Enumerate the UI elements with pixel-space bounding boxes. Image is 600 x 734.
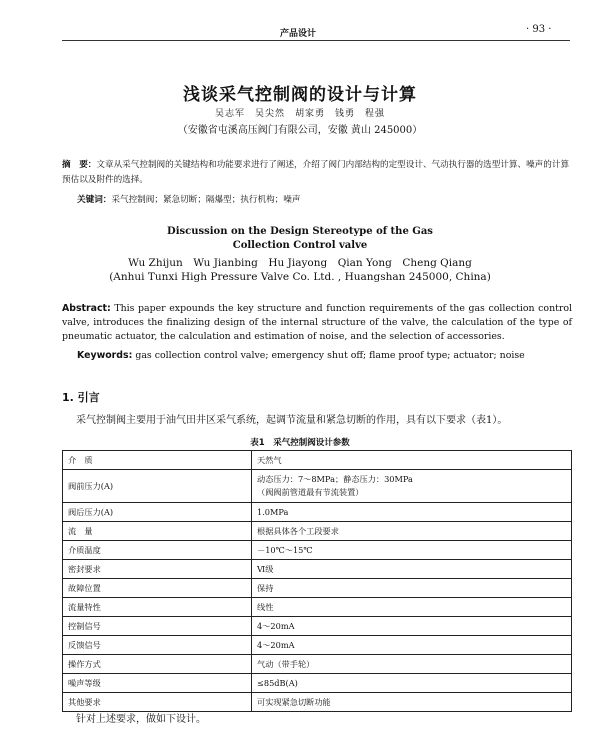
param-value-cell: 根据具体各个工段要求 <box>252 522 572 541</box>
keywords-en-text: gas collection control valve; emergency shut off; flame proof type; actuator; noise <box>132 350 525 361</box>
table-row <box>63 598 572 617</box>
param-value-cell: 4～20mA <box>252 636 572 655</box>
keywords-cn-text: 采气控制阀；紧急切断；隔爆型；执行机构；噪声 <box>111 195 301 205</box>
running-header: 产品设计 <box>280 29 317 39</box>
table-row <box>63 579 572 598</box>
param-value-cell: 可实现紧急切断功能 <box>252 693 572 712</box>
param-name-cell: 反馈信号 <box>63 636 252 655</box>
param-name-cell: 介 质 <box>63 451 252 470</box>
authors-en: Wu Zhijun Wu Jianbing Hu Jiayong Qian Yong Cheng Qiang <box>128 257 472 269</box>
param-value-note: （阀阀前管道最有节流装置） <box>257 487 364 497</box>
table-row <box>63 655 572 674</box>
closing-sentence: 针对上述要求，做如下设计。 <box>76 714 206 725</box>
title-en-line2: Collection Control valve <box>232 240 368 251</box>
parameter-table <box>62 450 572 712</box>
abstract-en-text: This paper expounds the key structure and function requirements of the gas collection control valve, introduces the finalizing design of the internal structure of the valve, the calculation of the type of pneumatic actuator, the calculation and estimation of noise, and the selection of accessories. <box>62 303 572 342</box>
param-value-cell: ≤85dB(A) <box>252 674 572 693</box>
abstract-en-label: Abstract: <box>62 303 111 314</box>
param-value-cell: －10℃～15℃ <box>252 541 572 560</box>
table-row <box>63 693 572 712</box>
param-name-cell: 阀后压力(A) <box>63 503 252 522</box>
param-name-cell: 密封要求 <box>63 560 252 579</box>
param-value-cell: Ⅵ级 <box>252 560 572 579</box>
table-row <box>63 617 572 636</box>
intro-paragraph: 采气控制阀主要用于油气田井区采气系统，起调节流量和紧急切断的作用，具有以下要求（表1）。 <box>76 415 508 426</box>
table-row <box>63 503 572 522</box>
table-row <box>63 541 572 560</box>
param-value-cell: 天然气 <box>252 451 572 470</box>
authors-cn: 吴志军 吴尖然 胡家勇 钱勇 程强 <box>214 109 385 119</box>
affiliation-cn: （安徽省屯溪高压阀门有限公司，安徽 黄山 245000） <box>177 125 423 136</box>
table-row <box>63 451 572 470</box>
title-en-line1: Discussion on the Design Stereotype of the Gas <box>167 226 433 237</box>
abstract-en <box>62 302 572 344</box>
param-value-cell: 线性 <box>252 598 572 617</box>
param-name-cell: 故障位置 <box>63 579 252 598</box>
table-row <box>63 636 572 655</box>
section-heading-intro: 1. 引言 <box>62 391 100 404</box>
param-name-cell: 噪声等级 <box>63 674 252 693</box>
page-number: · 93 · <box>526 24 552 35</box>
abstract-cn-text: 文章从采气控制阀的关键结构和功能要求进行了阐述，介绍了阀门内部结构的定型设计、气动执行器的选型计算、噪声的计算预估以及附件的选择。 <box>62 160 570 185</box>
param-value-line: 动态压力：7～8MPa；静态压力：30MPa <box>257 474 413 484</box>
param-value-cell: 4～20mA <box>252 617 572 636</box>
table-row <box>63 560 572 579</box>
table-caption: 表1 采气控制阀设计参数 <box>250 438 350 448</box>
header-rule <box>62 40 570 41</box>
keywords-cn <box>77 193 572 205</box>
keywords-en <box>77 350 572 361</box>
keywords-en-label: Keywords: <box>77 350 133 361</box>
abstract-cn-label: 摘 要： <box>62 160 97 170</box>
param-value-cell <box>252 470 572 503</box>
paper-title-en <box>0 225 600 253</box>
table-row <box>63 674 572 693</box>
keywords-cn-label: 关键词： <box>77 195 112 205</box>
param-name-cell: 介质温度 <box>63 541 252 560</box>
table-row <box>63 522 572 541</box>
param-value-cell: 1.0MPa <box>252 503 572 522</box>
param-value-cell: 保持 <box>252 579 572 598</box>
param-value-cell: 气动（带手轮） <box>252 655 572 674</box>
param-name-cell: 控制信号 <box>63 617 252 636</box>
table-row <box>63 470 572 503</box>
param-name-cell: 阀前压力(A) <box>63 470 252 503</box>
param-name-cell: 操作方式 <box>63 655 252 674</box>
param-name-cell: 其他要求 <box>63 693 252 712</box>
abstract-cn <box>62 158 572 188</box>
param-name-cell: 流 量 <box>63 522 252 541</box>
paper-title-cn: 浅谈采气控制阀的设计与计算 <box>183 85 417 105</box>
affiliation-en: (Anhui Tunxi High Pressure Valve Co. Ltd. , Huangshan 245000, China) <box>109 271 491 283</box>
param-name-cell: 流量特性 <box>63 598 252 617</box>
